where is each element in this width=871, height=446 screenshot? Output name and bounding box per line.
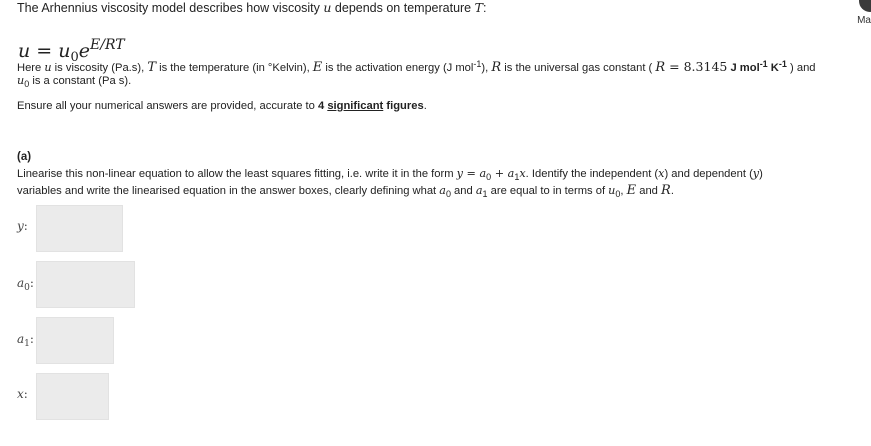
answer-input-a1[interactable] xyxy=(36,317,114,364)
part-a-line-1: Linearise this non-linear equation to allow the least squares fitting, i.e. write it in the form $y = a_0 + a_1x$. Identify the independent (x) and dependent (y) xyxy=(17,167,763,182)
part-a-label: (a) xyxy=(17,151,32,163)
answer-input-y[interactable] xyxy=(36,205,123,252)
answer-label-x: x: xyxy=(17,387,28,401)
answer-input-x[interactable] xyxy=(36,373,109,420)
answer-input-a0[interactable] xyxy=(36,261,135,308)
answer-label-a0: $a_0$: xyxy=(17,276,34,293)
definitions-line-2: $u_0$ is a constant (Pa s). xyxy=(17,74,132,89)
info-icon[interactable] xyxy=(859,0,871,12)
intro-text: The Arhennius viscosity model describes how viscosity u depends on temperature T: xyxy=(17,0,487,15)
significant-figures-link[interactable]: significant xyxy=(327,100,384,112)
part-a-line-2: variables and write the linearised equation in the answer boxes, clearly defining what $a_0$ and $a_1$ are equal to in terms of $u_0$, E and R. xyxy=(17,183,674,199)
definitions-line-1: Here u is viscosity (Pa.s), T is the temperature (in °Kelvin), E is the activation energy (J mol$^{-1}$), R is the universal gas constant ( R = 8.3145 J mol$^{-1}$ $K^{-1}$ ) and xyxy=(17,59,816,75)
instruction-text: Ensure all your numerical answers are provided, accurate to 4 significant figures. xyxy=(17,100,427,112)
answer-label-y: y: xyxy=(17,219,28,233)
arrhenius-equation: $u = u_0e^{E/RT}$ xyxy=(18,37,125,65)
answer-label-a1: $a_1$: xyxy=(17,332,34,349)
marks-label: Ma xyxy=(857,15,871,26)
